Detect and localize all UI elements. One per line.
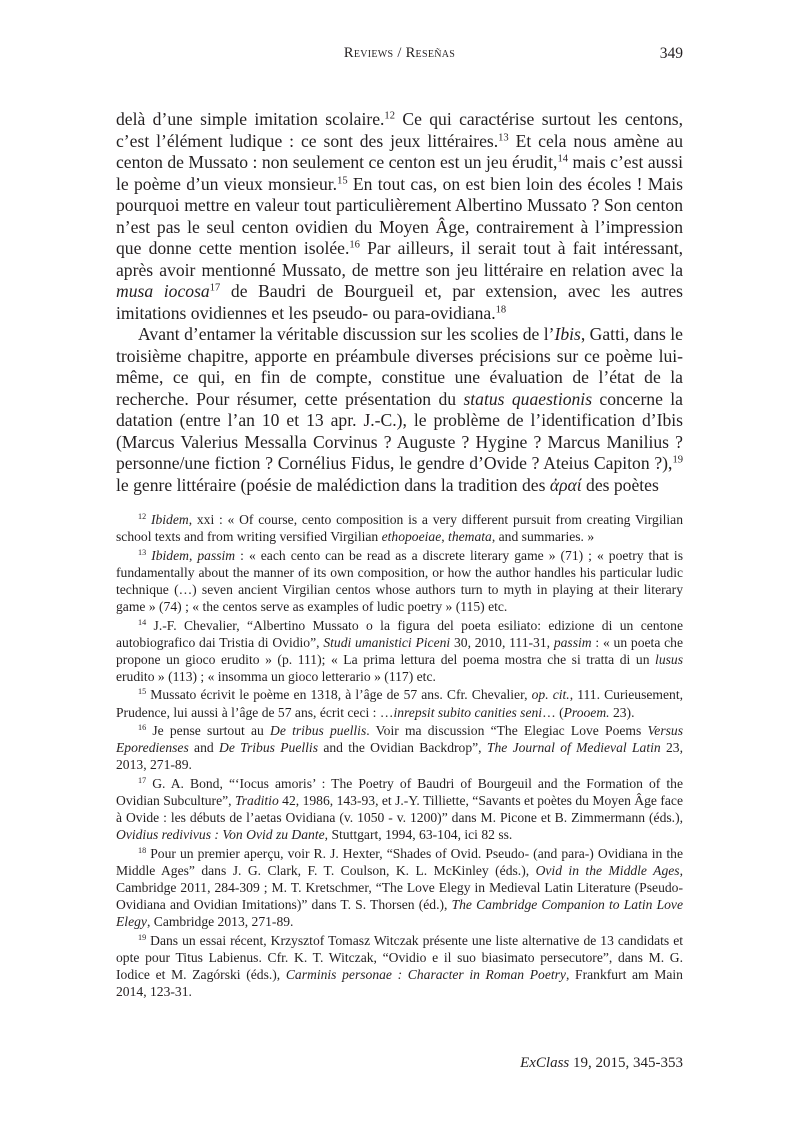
footnote-17: $^{17}$ G. A. Bond, “‘Iocus amoris’ : The Poetry of Baudri of Bourgeuil and the Formation of the Ovidian Subculture”, Traditio 42, 1986, 143-93, et J.-Y. Tilliette, “Savants et poètes du Moyen Âge face à Ovide : les débuts de l’aetas Ovidiana (v. 1050 - v. 1200)” dans M. Picone et B. Zimmermann (éds.), Ovidius redivivus : Von Ovid zu Dante, Stuttgart, 1994, 63-104, ici 82 ss.: [116, 775, 683, 843]
footnote-12: $^{12}$ Ibidem, xxi : « Of course, cento composition is a very different pursuit from creating Virgilian school texts and from writing versified Virgilian ethopoeiae, themata, and summaries. »: [116, 512, 683, 545]
page-number: 349: [659, 45, 683, 62]
footnote-ref-15[interactable]: 15: [337, 175, 348, 187]
footnote-ref-16[interactable]: 16: [349, 239, 360, 251]
italic-term: musa iocosa: [116, 281, 210, 301]
footnote-ref-13[interactable]: 13: [498, 132, 509, 144]
footnotes: [116, 511, 683, 1002]
footnote-ref-17[interactable]: 17: [209, 282, 221, 294]
footnote-15: $^{15}$ Mussato écrivit le poème en 1318, à l’âge de 57 ans. Cfr. Chevalier, op. cit., 111. Curieusement, Prudence, lui aussi à l’âge de 57 ans, écrit ceci : …inrepsit subito canities seni… (Prooem. 23).: [116, 687, 683, 720]
footnote-13: $^{13}$ Ibidem, passim : « each cento can be read as a discrete literary game » (71) ; « poetry that is fundamentally about the manner of its own composition, or how the author handles his particular ludic technique (…) seven ancient Virgilian centos whose authors turn to myth in playing at their literary game » (74) ; « the centos serve as examples of ludic poetry » (115) etc.: [116, 547, 684, 614]
italic-term: status quaestionis: [463, 388, 593, 409]
footnote-ref-18[interactable]: 18: [495, 304, 507, 316]
paragraph-1: delà d’une simple imitation scolaire.$^{12}$ Ce qui caractérise surtout les centons, c’est l’élément ludique : ce sont des jeux littéraires.$^{13}$ Et cela nous amène au centon de Mussato : non seulement ce centon est un jeu érudit,$^{14}$ mais c’est aussi le poème d’un vieux monsieur.$^{15}$ En tout cas, on est bien loin des écoles ! Mais pourquoi mettre en valeur tout particulièrement Albertino Mussato ? Son centon n’est pas le seul centon ovidien du Moyen Âge, contrairement à l’impression que donne cette mention isolée.$^{16}$ Par ailleurs, il serait tout à fait intéressant, après avoir mentionné Mussato, de mettre son jeu littéraire en relation avec la musa iocosa$^{17}$ de Baudri de Bourgueil et, par extension, avec les autres imitations ovidiennes et les pseudo- ou para-ovidiana.$^{18}$: [116, 109, 684, 323]
journal-name: ExClass: [520, 1055, 570, 1071]
footnote-ref-14[interactable]: 14: [557, 153, 568, 165]
body-text: [116, 109, 683, 496]
footnote-ref-19[interactable]: 19: [672, 454, 683, 466]
footnote-19: $^{19}$ Dans un essai récent, Krzysztof Tomasz Witczak présente une liste alternative de 13 candidats et opte pour Titus Labienus. Cfr. K. T. Witczak, “Ovidio e il suo biasimato persecutore”, dans M. G. Iodice et M. Zagórski (éds.), Carminis personae : Character in Roman Poetry, Frankfurt am Main 2014, 123-31.: [116, 932, 683, 1000]
footnote-16: $^{16}$ Je pense surtout au De tribus puellis. Voir ma discussion “The Elegiac Love Poems Versus Eporedienses and De Tribus Puellis and the Ovidian Backdrop”, The Journal of Medieval Latin 23, 2013, 271-89.: [116, 723, 683, 773]
running-title: Reviews / Reseñas: [343, 45, 456, 61]
footnote-18: $^{18}$ Pour un premier aperçu, voir R. J. Hexter, “Shades of Ovid. Pseudo- (and para-) Ovidiana in the Middle Ages” dans J. G. Clark, F. T. Coulson, K. L. McKinley (éds.), Ovid in the Middle Ages, Cambridge 2011, 284-309 ; M. T. Kretschmer, “The Love Elegy in Medieval Latin Literature (Pseudo-Ovidiana and Ovidian Imitations)” dans T. S. Thorsen (éd.), The Cambridge Companion to Latin Love Elegy, Cambridge 2013, 271-89.: [116, 845, 684, 930]
footnote-ref-12[interactable]: 12: [384, 110, 395, 122]
footnote-14: $^{14}$ J.-F. Chevalier, “Albertino Mussato o la figura del poeta esiliato: edizione di un centone autobiografico dai Tristia di Ovidio”, Studi umanistici Piceni 30, 2010, 111-31, passim : « un poeta che propone un gioco erudito » (p. 111); « La prima lettura del poema mostra che si tratta di un lusus erudito » (113) ; « insomma un gioco letterario » (117) etc.: [116, 617, 683, 684]
paragraph-2: Avant d’entamer la véritable discussion sur les scolies de l’Ibis, Gatti, dans le troisième chapitre, apporte en préambule diverses précisions sur ce poème lui-même, ce qui, en fin de compte, constitue une évaluation de l’état de la recherche. Pour résumer, cette présentation du status quaestionis concerne la datation (entre l’an 10 et 13 apr. J.-C.), le problème de l’identification d’Ibis (Marcus Valerius Messalla Corvinus ? Auguste ? Hygine ? Marcus Manilius ? personne/une fiction ? Cornélius Fidus, le gendre d’Ovide ? Ateius Capiton ?),$^{19}$ le genre littéraire (poésie de malédiction dans la tradition des ἀραί des poètes: [116, 324, 683, 495]
greek-term: ἀραί: [549, 474, 582, 495]
italic-title: Ibis: [554, 324, 581, 344]
running-head: [116, 45, 683, 67]
page-footer: [520, 1055, 683, 1072]
journal-citation: 19, 2015, 345-353: [569, 1055, 683, 1071]
